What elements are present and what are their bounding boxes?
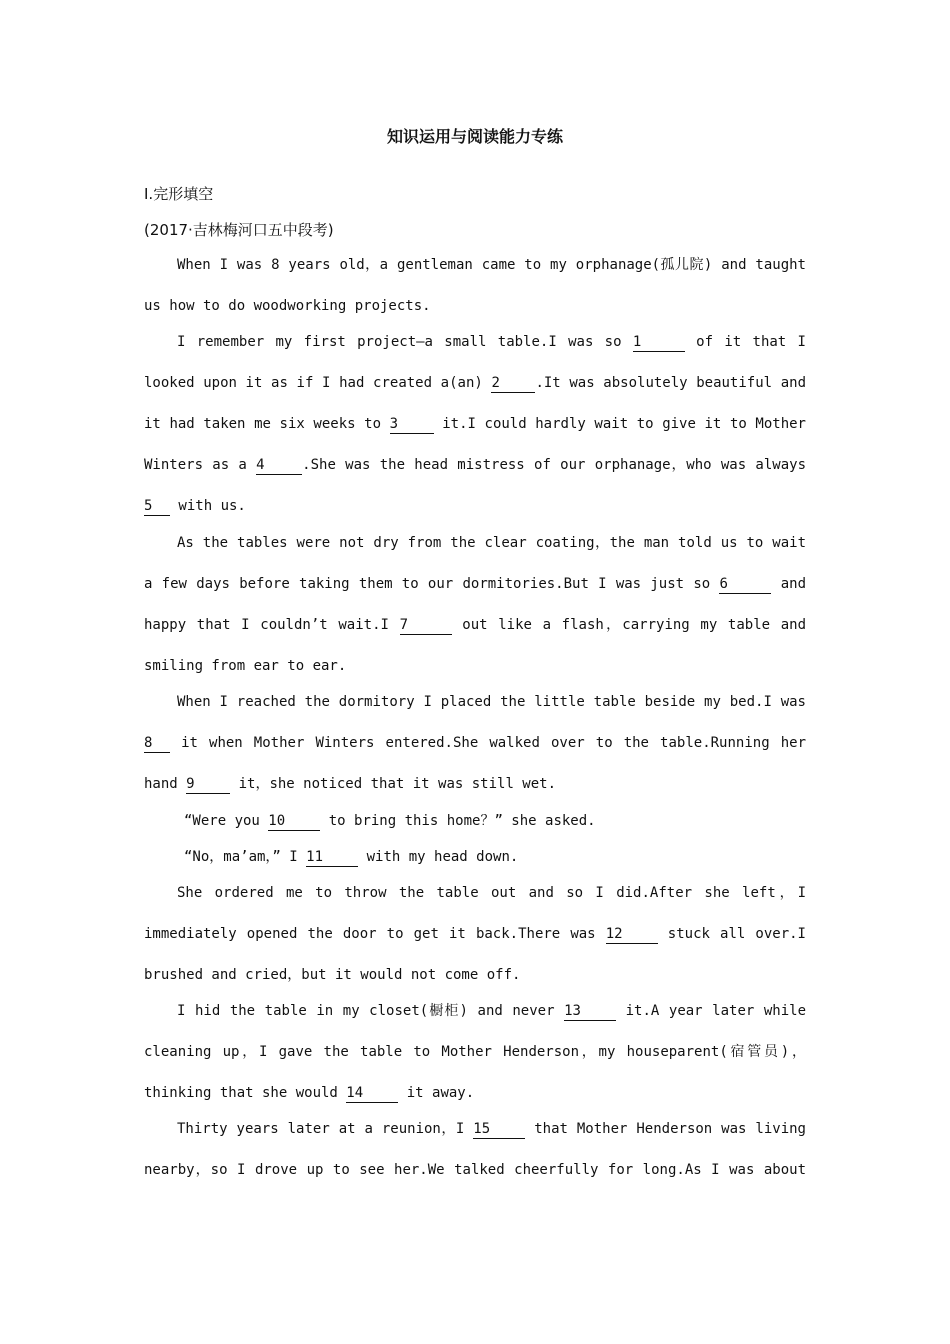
blank-1[interactable]: 1: [633, 333, 685, 352]
passage-line: I remember my first project—a small table.I was so 1 of it that I: [177, 334, 806, 350]
passage-line: “No，ma’am，” I 11 with my head down.: [184, 849, 519, 865]
passage-line: hand 9 it，she noticed that it was still wet.: [144, 776, 557, 792]
passage-line: 5 with us.: [144, 498, 246, 514]
blank-6[interactable]: 6: [719, 575, 771, 594]
passage-line: When I reached the dormitory I placed the little table beside my bed.I was: [177, 694, 806, 710]
passage-line: As the tables were not dry from the clear coating，the man told us to wait: [177, 535, 806, 551]
passage-line: us how to do woodworking projects.: [144, 298, 431, 314]
passage-line: immediately opened the door to get it back.There was 12 stuck all over.I: [144, 926, 806, 942]
passage-line: Thirty years later at a reunion，I 15 that Mother Henderson was living: [177, 1121, 806, 1137]
page-title: 知识运用与阅读能力专练: [386, 127, 563, 146]
passage-line: I hid the table in my closet(橱柜) and never 13 it.A year later while: [177, 1003, 807, 1019]
blank-3[interactable]: 3: [390, 415, 434, 434]
blank-13[interactable]: 13: [564, 1002, 616, 1021]
passage-line: smiling from ear to ear.: [144, 658, 347, 674]
passage-line: a few days before taking them to our dormitories.But I was just so 6 and: [144, 576, 806, 592]
passage-line: happy that I couldn’t wait.I 7 out like a flash，carrying my table and: [144, 617, 806, 633]
passage-line: nearby，so I drove up to see her.We talked cheerfully for long.As I was about: [144, 1162, 806, 1178]
blank-14[interactable]: 14: [346, 1084, 398, 1103]
blank-5[interactable]: 5: [144, 497, 170, 516]
blank-12[interactable]: 12: [606, 925, 658, 944]
blank-11[interactable]: 11: [306, 848, 358, 867]
passage-line: it had taken me six weeks to 3 it.I could hardly wait to give it to Mother: [144, 416, 806, 432]
blank-2[interactable]: 2: [491, 374, 535, 393]
passage-line: cleaning up，I gave the table to Mother Henderson，my houseparent(宿管员)，: [144, 1044, 806, 1060]
passage-line: thinking that she would 14 it away.: [144, 1085, 475, 1101]
passage-line: 8 it when Mother Winters entered.She walked over to the table.Running her: [144, 735, 806, 751]
passage-line: brushed and cried，but it would not come off.: [144, 967, 521, 983]
source-note: (2017·吉林梅河口五中段考): [144, 221, 334, 239]
passage-line: “Were you 10 to bring this home？” she asked.: [184, 813, 596, 829]
blank-7[interactable]: 7: [400, 616, 452, 635]
blank-9[interactable]: 9: [186, 775, 230, 794]
blank-4[interactable]: 4: [256, 456, 302, 475]
blank-8[interactable]: 8: [144, 734, 170, 753]
passage-line: Winters as a 4 .She was the head mistress of our orphanage，who was always: [144, 457, 807, 473]
blank-10[interactable]: 10: [268, 812, 320, 831]
passage-line: She ordered me to throw the table out and so I did.After she left，I: [177, 885, 806, 901]
section-heading: Ⅰ.完形填空: [144, 185, 214, 203]
blank-15[interactable]: 15: [473, 1120, 525, 1139]
passage-line: looked upon it as if I had created a(an) 2 .It was absolutely beautiful and: [144, 375, 807, 391]
passage-line: When I was 8 years old，a gentleman came to my orphanage(孤儿院) and taught: [177, 257, 806, 273]
